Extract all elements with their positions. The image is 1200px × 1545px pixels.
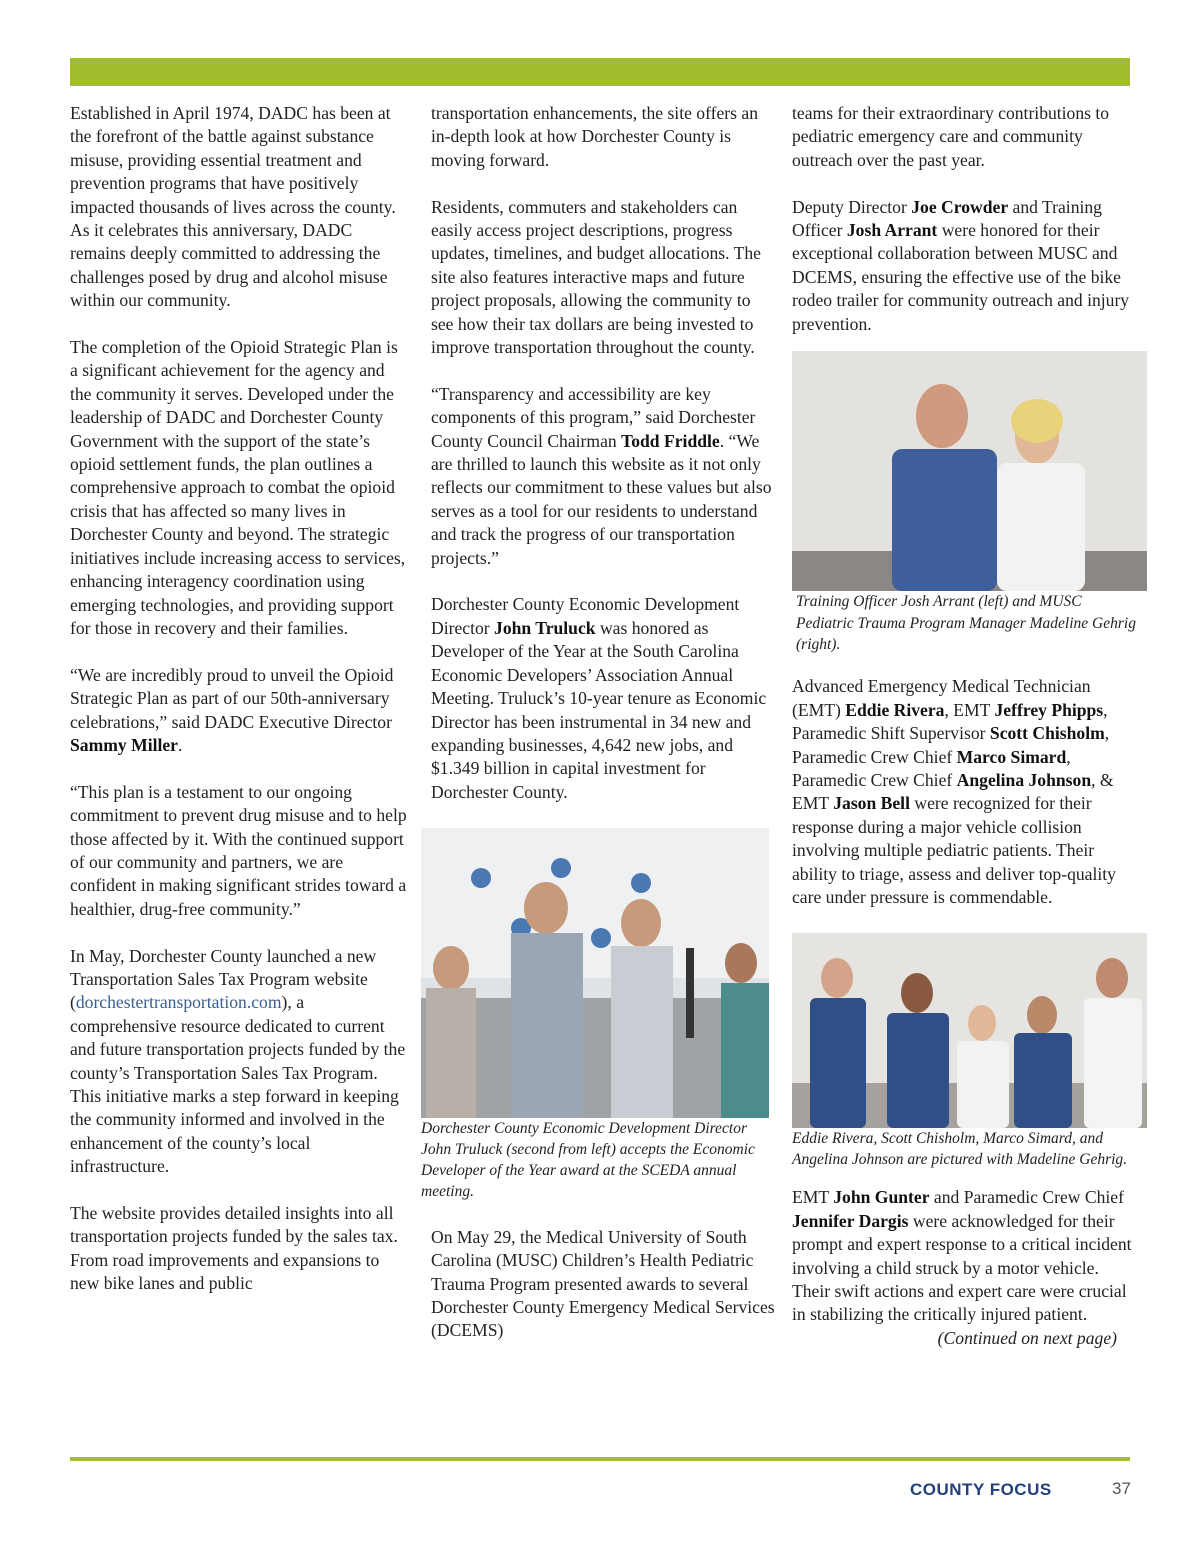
paragraph-website-insights: The website provides detailed insights into all transportation projects funded by the sales tax. From road improvements and expansions to new bike lanes and public (70, 1203, 398, 1294)
paragraph-transportation-launch: In May, Dorchester County launched a new Transportation Sales Tax Program website (dorchestertransportation.com), a comprehensive resource dedicated to current and future transportation projects funded by the county’s Transportation Sales Tax Program. This initiative marks a step forward in keeping the community informed and involved in the enhancement of the county’s local infrastructure. (70, 945, 406, 1177)
name-sammy-miller: Sammy Miller (70, 734, 178, 755)
name-jeffrey-phipps: Jeffrey Phipps (994, 699, 1104, 720)
paragraph-truluck-award: Dorchester County Economic Development Director John Truluck was honored as Developer of the Year at the South Carolina Economic Developers’ Association Annual Meeting. Truluck’s 10-year tenure as Economic Director has been instrumental in 34 new and expanding businesses, 4,642 new jobs, and $1.349 billion in capital investment for Dorchester County. (431, 594, 767, 802)
name-josh-arrant: Josh Arrant (846, 220, 938, 241)
top-accent-bar (70, 58, 1130, 86)
photo-truluck-award (421, 828, 769, 1118)
paragraph-opioid-plan: The completion of the Opioid Strategic Plan is a significant achievement for the agency and the community it serves. Developed under the leadership of DADC and Dorchester County Government with the support of the state’s opioid settlement funds, the plan outlines a comprehensive approach to combat the opioid crisis that has affected so many lives in Dorchester County and beyond. The strategic initiatives include increasing access to services, enhancing interagency coordination using emerging technologies, and providing support for those in recovery and their families. (70, 337, 406, 638)
caption-truluck-photo: Dorchester County Economic Development Director John Truluck (second from left) accepts the Economic Developer of the Year award at the SCEDA annual meeting. (421, 1119, 755, 1201)
paragraph-friddle-quote: “Transparency and accessibility are key components of this program,” said Dorchester County Council Chairman Todd Friddle. “We are thrilled to launch this website as it not only reflects our commitment to these values but also serves as a tool for our residents to understand and track the progress of our transportation projects.” (431, 383, 772, 568)
caption-arrant-photo: Training Officer Josh Arrant (left) and MUSC Pediatric Trauma Program Manager Madeline Gehrig (right). (796, 593, 1136, 654)
column-1 (70, 102, 410, 1319)
paragraph-miller-quote: “We are incredibly proud to unveil the Opioid Strategic Plan as part of our 50th-anniversary celebrations,” said DADC Executive Director Sammy Miller. (70, 664, 394, 755)
name-jason-bell: Jason Bell (833, 793, 910, 814)
paragraph-dadc-history: Established in April 1974, DADC has been at the forefront of the battle against substance misuse, providing essential treatment and prevention programs that have positively impacted thousands of lives across the county. As it celebrates this anniversary, DADC remains deeply committed to addressing the challenges posed by drug and alcohol misuse within our community. (70, 103, 396, 311)
name-john-truluck: John Truluck (494, 617, 596, 638)
name-eddie-rivera: Eddie Rivera (845, 699, 945, 720)
paragraph-crowder-arrant: Deputy Director Joe Crowder and Training Officer Josh Arrant were honored for their exceptional collaboration between MUSC and DCEMS, ensuring the effective use of the bike rodeo trailer for community outreach and injury prevention. (792, 196, 1130, 334)
name-jennifer-dargis: Jennifer Dargis (792, 1210, 909, 1231)
column-2 (421, 102, 776, 1366)
column-3 (792, 102, 1137, 1374)
photo-ems-team (792, 933, 1147, 1128)
paragraph-plan-testament: “This plan is a testament to our ongoing commitment to prevent drug misuse and to help those affected by it. With the continued support of our community and partners, we are confident in making significant strides toward a healthier, drug-free community.” (70, 781, 407, 919)
page-number: 37 (1112, 1479, 1131, 1498)
paragraph-site-overview: transportation enhancements, the site offers an in-depth look at how Dorchester County is moving forward. (431, 103, 759, 170)
name-scott-chisholm: Scott Chisholm (989, 723, 1105, 744)
paragraph-musc-awards: On May 29, the Medical University of South Carolina (MUSC) Children’s Health Pediatric Trauma Program presented awards to several Dorchester County Emergency Medical Services (DCEMS) (431, 1226, 775, 1341)
name-marco-simard: Marco Simard (956, 746, 1067, 767)
paragraph-team-contributions: teams for their extraordinary contributions to pediatric emergency care and community outreach over the past year. (792, 103, 1110, 170)
name-todd-friddle: Todd Friddle (621, 430, 720, 451)
paragraph-vehicle-collision-team: Advanced Emergency Medical Technician (EMT) Eddie Rivera, EMT Jeffrey Phipps, Paramedic Shift Supervisor Scott Chisholm, Paramedic Crew Chief Marco Simard, Paramedic Crew Chief Angelina Johnson, & EMT Jason Bell were recognized for their response during a major vehicle collision involving multiple pediatric patients. Their ability to triage, assess and deliver top-quality care under pressure is commendable. (792, 676, 1116, 907)
footer-publication-name: COUNTY FOCUS (910, 1480, 1052, 1499)
caption-ems-team-photo: Eddie Rivera, Scott Chisholm, Marco Simard, and Angelina Johnson are pictured with Madeline Gehrig. (792, 1129, 1128, 1169)
name-joe-crowder: Joe Crowder (911, 196, 1009, 217)
paragraph-residents-access: Residents, commuters and stakeholders can easily access project descriptions, progress updates, timelines, and budget allocations. The site also features interactive maps and future project proposals, allowing the community to see how their tax dollars are being invested to improve transportation throughout the county. (431, 196, 761, 358)
bottom-accent-line (70, 1457, 1130, 1461)
name-john-gunter: John Gunter (833, 1187, 930, 1208)
photo-arrant-gehrig (792, 351, 1147, 591)
name-angelina-johnson: Angelina Johnson (956, 769, 1092, 790)
transportation-website-link[interactable]: dorchestertransportation.com (75, 992, 282, 1013)
paragraph-gunter-dargis: EMT John Gunter and Paramedic Crew Chief Jennifer Dargis were acknowledged for their prompt and expert response to a critical incident involving a child struck by a motor vehicle. Their swift actions and expert care were crucial in stabilizing the critically injured patient. (792, 1187, 1132, 1325)
continued-on-next-page: (Continued on next page) (937, 1327, 1117, 1348)
